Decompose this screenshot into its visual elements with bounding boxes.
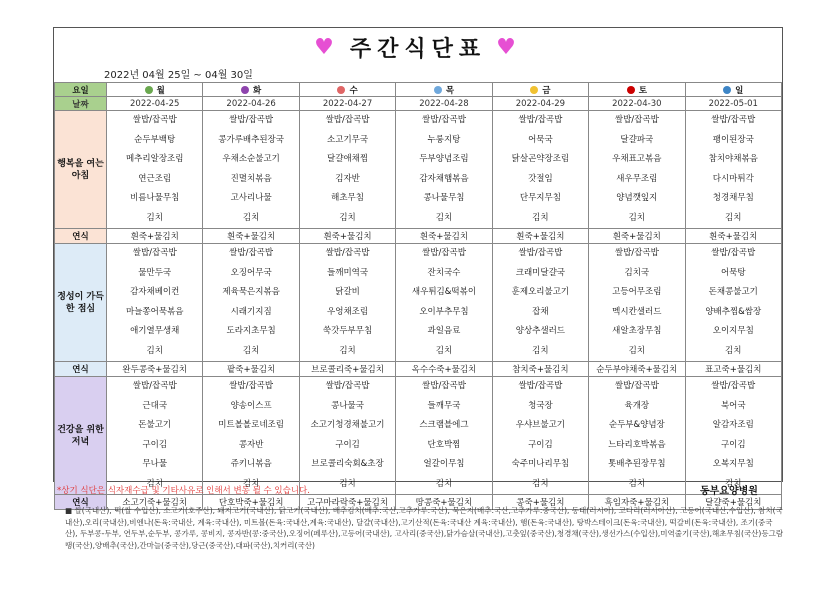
snack-cell: 흰죽+물김치 [299, 229, 395, 244]
menu-item: 쌀밥/잡곡밥 [229, 381, 274, 391]
menu-item: 쌀밥/잡곡밥 [711, 115, 756, 125]
menu-item: 쌀밥/잡곡밥 [325, 248, 370, 258]
menu-item: 물만두국 [138, 267, 172, 278]
menu-item: 순두부&양념장 [608, 420, 665, 430]
date-range: 2022년 04월 25일 ~ 04월 30일 [104, 70, 253, 81]
lunch-cell [396, 244, 492, 362]
menu-item: 얼갈이무침 [423, 459, 465, 469]
menu-item: 김치 [435, 345, 453, 356]
date-cell: 2022-05-01 [685, 97, 781, 111]
date-row [55, 97, 782, 111]
menu-item: 김치 [725, 345, 742, 356]
menu-item: 새우튀김&떡볶이 [411, 287, 477, 297]
menu-item: 쥬키니볶음 [230, 459, 272, 469]
menu-item: 갓절임 [528, 173, 553, 184]
lunch-cell [107, 244, 203, 362]
hospital-name: 동부요양병원 [700, 486, 758, 497]
menu-item: 육개장 [624, 400, 650, 411]
flower-icon [241, 86, 249, 94]
menu-item: 달걀파국 [620, 134, 654, 145]
menu-item: 김자반 [335, 173, 360, 184]
notice-text: *상기 식단은 식자재수급 및 기타사유로 인해서 변동 될 수 있습니다. [57, 486, 310, 496]
menu-item: 북어국 [720, 400, 746, 411]
menu-item: 애기열무생채 [130, 326, 180, 336]
menu-item: 쌀밥/잡곡밥 [422, 381, 466, 391]
date-cell: 2022-04-27 [299, 97, 395, 111]
menu-item: 잡채 [532, 306, 549, 317]
menu-item: 김치 [435, 212, 453, 223]
menu-item: 소고기무국 [327, 134, 369, 145]
menu-item: 비름나물무침 [130, 193, 180, 203]
menu-item: 김치 [146, 345, 163, 356]
breakfast-cell [107, 111, 203, 229]
menu-item: 느타리호박볶음 [608, 439, 666, 450]
lunch-cell [492, 244, 588, 362]
snack-label: 연식 [55, 495, 107, 510]
menu-item: 근대국 [142, 400, 168, 411]
menu-item: 김치 [242, 478, 260, 489]
menu-item: 돈채콩불고기 [708, 287, 758, 297]
day-cell [492, 83, 588, 97]
dinner-cell [107, 377, 203, 495]
dinner-row [55, 377, 782, 495]
day-name: 목 [445, 85, 455, 96]
menu-item: 감자채햄볶음 [419, 173, 469, 184]
menu-item: 우채표고볶음 [612, 154, 662, 164]
menu-item: 닭갈비 [335, 287, 360, 297]
menu-item: 알감자조림 [712, 420, 754, 430]
lunch-cell [685, 244, 781, 362]
menu-item: 고등어무조림 [612, 287, 662, 297]
breakfast-snack-row [55, 229, 782, 244]
menu-item: 단무지무침 [519, 193, 561, 203]
date-cell: 2022-04-29 [492, 97, 588, 111]
menu-item: 다시마튀각 [712, 173, 754, 184]
dinner-cell [299, 377, 395, 495]
flower-icon [434, 86, 442, 94]
day-cell [203, 83, 299, 97]
snack-cell: 소고기죽+물김치 [107, 495, 203, 510]
snack-cell: 흰죽+물김치 [396, 229, 492, 244]
menu-item: 들깨무국 [427, 400, 461, 411]
menu-item: 미트볼볼로네조림 [218, 420, 284, 430]
menu-item: 김치 [242, 212, 260, 223]
menu-item: 쌀밥/잡곡밥 [518, 381, 563, 391]
snack-cell: 단호박죽+물김치 [203, 495, 299, 510]
menu-item: 마늘쫑어묵볶음 [125, 306, 184, 317]
snack-label: 연식 [55, 229, 107, 244]
menu-item: 구이김 [335, 439, 360, 450]
menu-item: 쌀밥/잡곡밥 [229, 248, 274, 258]
snack-cell: 달걀죽+물김치 [685, 495, 781, 510]
menu-item: 양송이스프 [230, 400, 272, 411]
snack-cell: 고구마라락죽+물김치 [299, 495, 395, 510]
menu-item: 김치 [532, 478, 549, 489]
menu-item: 김치 [628, 345, 646, 356]
day-name: 금 [542, 85, 551, 96]
snack-cell: 옥수수죽+물김치 [396, 362, 492, 377]
menu-item: 브로콜리숙회&초장 [311, 459, 384, 469]
menu-item: 김치 [532, 345, 549, 356]
lunch-snack-row [55, 362, 782, 377]
date-cell: 2022-04-25 [107, 97, 203, 111]
menu-item: 콩자반 [238, 439, 264, 450]
day-cell [685, 83, 781, 97]
menu-item: 구이김 [528, 439, 553, 450]
snack-cell: 순두부야채죽+물김치 [589, 362, 685, 377]
date-cell: 2022-04-26 [203, 97, 299, 111]
menu-item: 양배추찜&쌈장 [705, 306, 762, 317]
menu-item: 구이김 [142, 439, 168, 450]
breakfast-cell [299, 111, 395, 229]
heart-icon: ♥ [314, 34, 340, 60]
breakfast-cell [589, 111, 685, 229]
day-name: 화 [253, 85, 262, 96]
menu-item: 제육묵은지볶음 [222, 287, 280, 297]
menu-item: 우엉채조림 [327, 306, 369, 317]
day-cell [299, 83, 395, 97]
menu-item: 돈불고기 [138, 420, 172, 430]
snack-label: 연식 [55, 362, 107, 377]
flower-icon [337, 86, 345, 94]
menu-item: 쌀밥/잡곡밥 [325, 381, 370, 391]
menu-item: 김치 [725, 212, 742, 223]
menu-item: 김치 [339, 212, 356, 223]
menu-item: 쌀밥/잡곡밥 [132, 248, 177, 258]
day-name: 월 [156, 85, 165, 96]
menu-item: 메추리알장조림 [125, 154, 184, 164]
dinner-cell [685, 377, 781, 495]
menu-item: 감자채베이컨 [130, 287, 180, 297]
menu-item: 어묵탕 [720, 267, 746, 278]
menu-item: 김치 [628, 478, 646, 489]
menu-item: 멕시칸샐러드 [612, 306, 662, 317]
snack-cell: 표고죽+물김치 [685, 362, 781, 377]
snack-cell: 흰죽+물김치 [589, 229, 685, 244]
snack-cell: 팥죽+물김치 [203, 362, 299, 377]
snack-cell: 참치죽+물김치 [492, 362, 588, 377]
menu-item: 김치국 [624, 267, 650, 278]
menu-item: 김치 [435, 478, 453, 489]
menu-item: 쌀밥/잡곡밥 [711, 381, 756, 391]
flower-icon [627, 86, 635, 94]
lunch-cell [299, 244, 395, 362]
menu-item: 김치 [532, 212, 549, 223]
snack-cell: 흰죽+물김치 [203, 229, 299, 244]
menu-item: 누룽지탕 [427, 134, 461, 145]
menu-item: 참치야채볶음 [708, 154, 758, 164]
menu-item: 잔치국수 [427, 267, 461, 278]
day-cell [396, 83, 492, 97]
menu-item: 콩나물국 [331, 400, 364, 411]
menu-item: 오복지무침 [712, 459, 754, 469]
dinner-label: 건강을 위한 저녁 [55, 377, 107, 495]
menu-item: 쌀밥/잡곡밥 [614, 115, 659, 125]
snack-cell: 흰죽+물김치 [107, 229, 203, 244]
lunch-cell [589, 244, 685, 362]
day-header-row [55, 83, 782, 97]
lunch-row [55, 244, 782, 362]
menu-item: 오이부추무침 [419, 306, 469, 317]
menu-item: 어묵국 [528, 134, 553, 145]
menu-item: 쌀밥/잡곡밥 [229, 115, 274, 125]
menu-item: 청국장 [528, 400, 553, 411]
menu-item: 김치 [242, 345, 260, 356]
menu-item: 쌀밥/잡곡밥 [614, 381, 659, 391]
menu-item: 김치 [146, 478, 163, 489]
menu-item: 구이김 [720, 439, 746, 450]
menu-item: 쌀밥/잡곡밥 [518, 115, 563, 125]
flower-icon [723, 86, 731, 94]
menu-item: 두부양념조림 [419, 154, 469, 164]
menu-item: 단호박찜 [427, 439, 461, 450]
day-name: 일 [735, 85, 744, 96]
title-text: 주간식단표 [349, 36, 487, 62]
menu-item: 청경채무침 [712, 193, 754, 203]
menu-item: 오이지무침 [712, 326, 754, 336]
menu-item: 쌀밥/잡곡밥 [518, 248, 563, 258]
dinner-cell [203, 377, 299, 495]
menu-item: 무나물 [142, 459, 168, 469]
breakfast-cell [396, 111, 492, 229]
menu-item: 숙주미나리무침 [511, 459, 570, 469]
menu-item: 우채소순불고기 [222, 154, 280, 164]
menu-item: 들깨미역국 [327, 267, 369, 278]
day-label: 요일 [55, 83, 107, 97]
menu-item: 양념깻잎지 [616, 193, 658, 203]
menu-item: 김치 [339, 478, 356, 489]
menu-item: 진멸치볶음 [230, 173, 272, 184]
breakfast-label: 행복을 여는 아침 [55, 111, 107, 229]
breakfast-cell [203, 111, 299, 229]
menu-item: 시래기지짐 [230, 306, 272, 317]
day-name: 토 [638, 85, 647, 96]
snack-cell: 콩죽+물김치 [492, 495, 588, 510]
date-cell: 2022-04-28 [396, 97, 492, 111]
menu-item: 쌀밥/잡곡밥 [422, 248, 466, 258]
snack-cell: 땅콩죽+물김치 [396, 495, 492, 510]
flower-icon [145, 86, 153, 94]
snack-cell: 흑임자죽+물김치 [589, 495, 685, 510]
menu-item: 과일음료 [427, 326, 461, 336]
menu-item: 콩가루배추된장국 [218, 134, 284, 145]
date-label: 날짜 [55, 97, 107, 111]
menu-item: 고사리나물 [230, 193, 272, 203]
menu-item: 쌀밥/잡곡밥 [711, 248, 756, 258]
heart-icon: ♥ [496, 34, 522, 60]
day-cell [589, 83, 685, 97]
menu-item: 연근조림 [138, 173, 172, 184]
menu-item: 양상추샐러드 [515, 326, 566, 336]
day-name: 수 [349, 85, 358, 96]
lunch-cell [203, 244, 299, 362]
dinner-cell [492, 377, 588, 495]
menu-item: 달걀애채찜 [327, 154, 369, 164]
snack-cell: 브로콜리죽+물김치 [299, 362, 395, 377]
menu-item: 쌀밥/잡곡밥 [132, 115, 177, 125]
snack-cell: 완두콩죽+물김치 [107, 362, 203, 377]
breakfast-cell [492, 111, 588, 229]
snack-cell: 흰죽+물김치 [492, 229, 588, 244]
menu-item: 쌀밥/잡곡밥 [132, 381, 177, 391]
menu-item: 순두부백탕 [134, 134, 176, 145]
day-cell [107, 83, 203, 97]
menu-table [54, 82, 782, 510]
menu-item: 김치 [628, 212, 646, 223]
breakfast-row [55, 111, 782, 229]
menu-item: 소고기청경채불고기 [310, 420, 385, 430]
menu-item: 도라지초무침 [226, 326, 276, 336]
menu-item: 톳배추된장무침 [608, 459, 666, 469]
origin-info: ■ 쌀(국내산), 떡(쌀 수입산), 소고기(호주산), 돼지고기(국내산), 닭고기(국내산), 배추김치(배추:국산,고추가루:국산), 묵은지(배추:국산,고추가루:중국산), 동태(러시아), 코다리(러시아산), 고등어(국내산,수입산), 참치(국내산),오리(국내산),비엔나(돈육:국내산, 계육:국내산), 미트볼(돈육:국내산,계육:국내산), 달걀(국내산),고기산적(돈육:국내산 계육:국내산), 햄(돈육:국내산), 탕박스테이크(돈육:국내산), 떡갈비(돈육:국내산), 조기(중국산), 두부콩-두부, 연두부,순두부, 콩가루, 콩비지, 콩자반(콩:중국산),오징어(페루산),고등어(국내산), 고사리(중국산),닭가슴살(국내산),고춧잎(중국산),청경채(국산),생선가스(수입산),미역줄기(국산),해초무침(국산)등그람땡(국산),양배추(국산),간마늘(중국산),당근(중국산),대파(국산),치커리(국산) [65, 506, 784, 550]
menu-item: 오징어무국 [230, 267, 272, 278]
menu-item: 우샤브불고기 [515, 420, 566, 430]
menu-item: 새우무조림 [616, 173, 658, 184]
menu-item: 스크램블에그 [419, 420, 469, 430]
date-cell: 2022-04-30 [589, 97, 685, 111]
dinner-cell [589, 377, 685, 495]
menu-item: 크래미달걀국 [515, 267, 566, 278]
breakfast-cell [685, 111, 781, 229]
menu-item: 쌀밥/잡곡밥 [325, 115, 370, 125]
menu-item: 김치 [339, 345, 356, 356]
menu-item: 팽이된장국 [712, 134, 754, 145]
menu-item: 콩나물무침 [423, 193, 465, 203]
menu-item: 쌀밥/잡곡밥 [614, 248, 659, 258]
menu-item: 훈제오리불고기 [511, 287, 570, 297]
menu-item: 김치 [146, 212, 163, 223]
menu-item: 김치 [725, 478, 742, 489]
menu-item: 새알초장무침 [612, 326, 662, 336]
menu-item: 닭살곤약장조림 [511, 154, 570, 164]
menu-item: 해초무침 [331, 193, 364, 203]
flower-icon [530, 86, 538, 94]
menu-item: 쑥갓두부무침 [322, 326, 373, 336]
page-title [54, 28, 782, 66]
menu-item: 쌀밥/잡곡밥 [422, 115, 466, 125]
snack-cell: 흰죽+물김치 [685, 229, 781, 244]
lunch-label: 정성이 가득한 점심 [55, 244, 107, 362]
dinner-cell [396, 377, 492, 495]
